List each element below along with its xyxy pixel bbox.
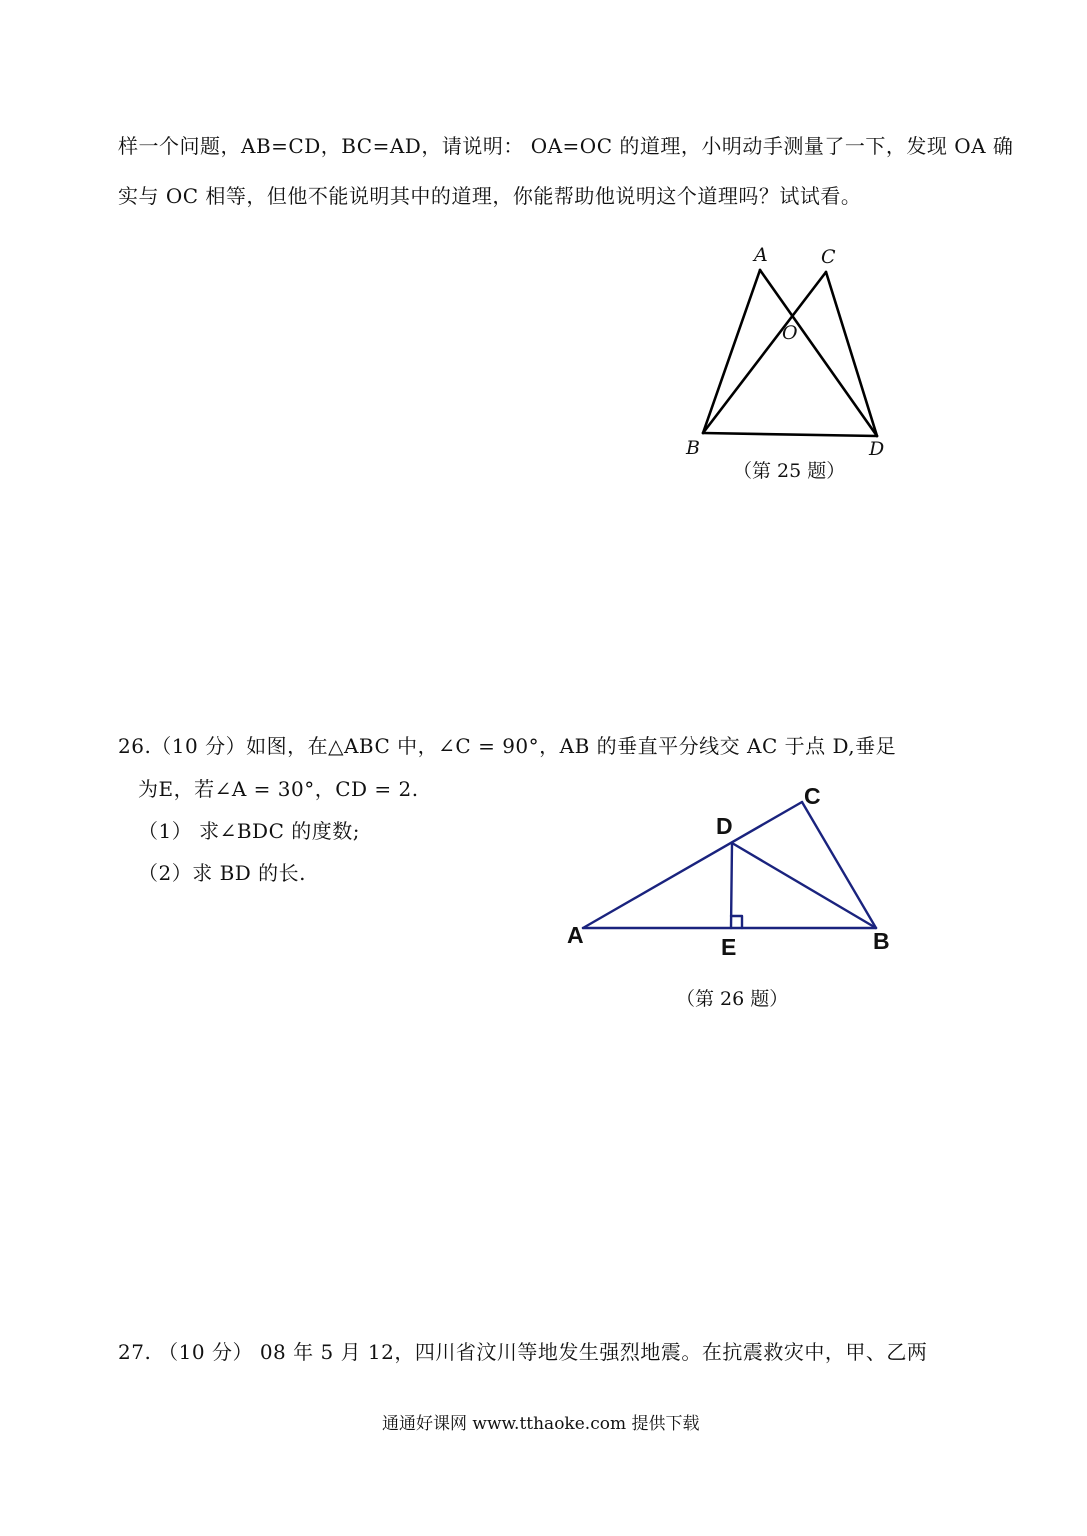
fig26-label-e: E <box>721 934 737 960</box>
fig25-label-b: B <box>686 437 700 459</box>
right-angle-mark <box>731 916 742 928</box>
fig25-label-a: A <box>754 244 768 266</box>
fig25-label-d: D <box>869 438 885 460</box>
page-footer: 通通好课网 www.tthaoke.com 提供下载 <box>382 1414 700 1434</box>
p25-text-line-1: 样一个问题，AB=CD，BC=AD，请说明： OA=OC 的道理，小明动手测量了一下，发现 OA 确 <box>118 134 1014 158</box>
fig25-label-c: C <box>821 246 836 268</box>
fig25-caption: （第 25 题） <box>733 460 846 482</box>
p26-text-line-1: 26.（10 分）如图，在△ABC 中，∠C = 90°，AB 的垂直平分线交 AC 于点 D,垂足 <box>118 734 897 758</box>
fig26-label-b: B <box>873 928 890 954</box>
fig26-caption: （第 26 题） <box>676 988 789 1010</box>
p27-text-line-1: 27. （10 分） 08 年 5 月 12，四川省汶川等地发生强烈地震。在抗震救灾中，甲、乙两 <box>118 1340 928 1364</box>
fig26-label-c: C <box>804 783 821 809</box>
fig26-label-d: D <box>716 813 733 839</box>
segment-db <box>732 843 876 928</box>
p26-question-1: （1） 求∠BDC 的度数; <box>138 819 360 843</box>
fig25-label-o: O <box>782 322 798 344</box>
p26-text-line-2: 为E，若∠A = 30°，CD = 2. <box>138 777 419 801</box>
fig26-label-a: A <box>567 922 584 948</box>
segment-cb <box>802 802 876 928</box>
p26-question-2: （2）求 BD 的长. <box>138 861 307 885</box>
p25-text-line-2: 实与 OC 相等，但他不能说明其中的道理，你能帮助他说明这个道理吗？试试看。 <box>118 184 862 208</box>
